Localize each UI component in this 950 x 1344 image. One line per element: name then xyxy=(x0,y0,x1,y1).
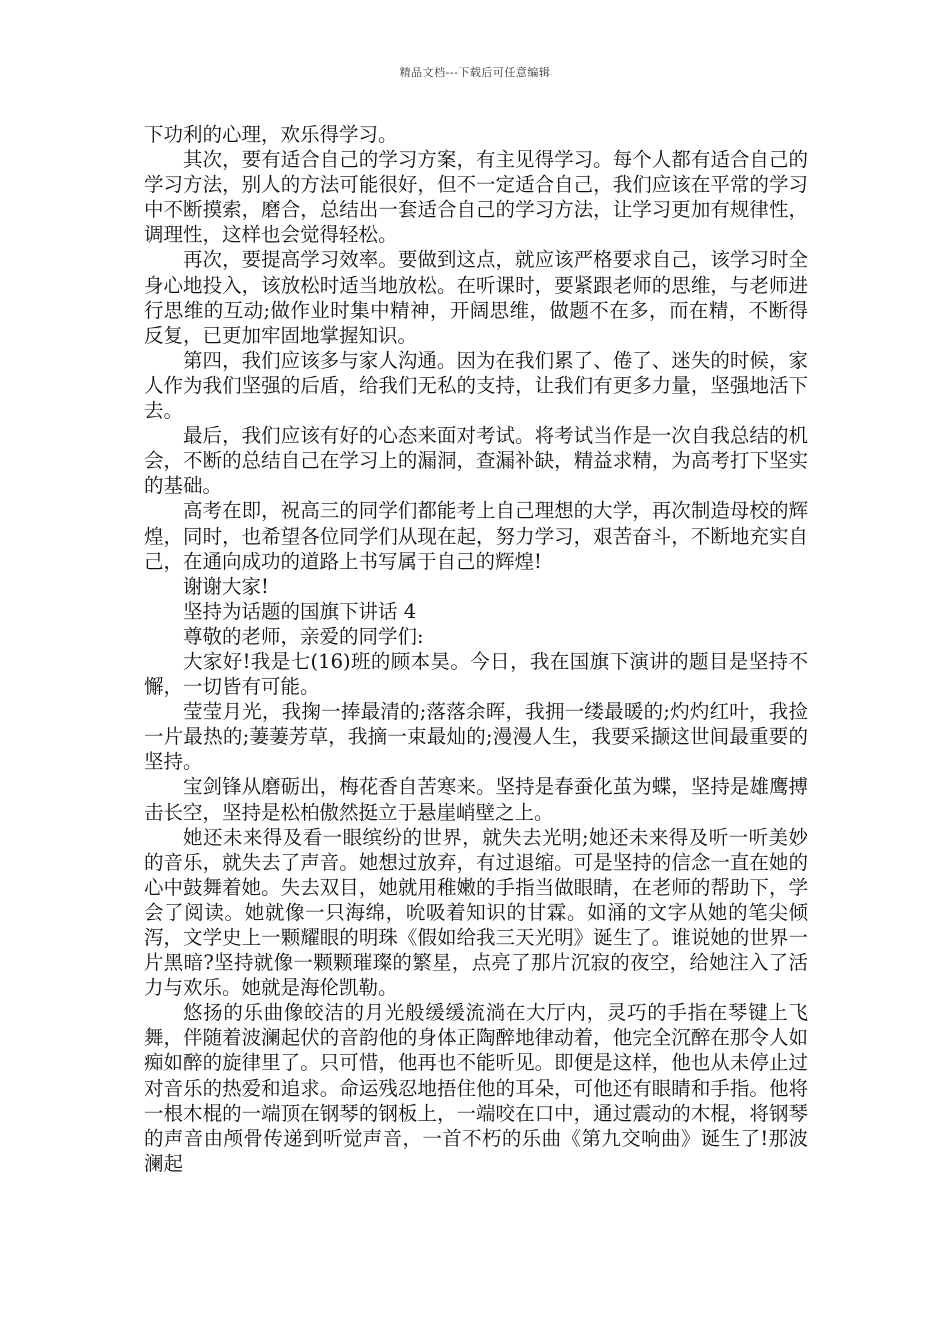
salutation: 尊敬的老师，亲爱的同学们: xyxy=(183,624,424,648)
closing-line: 谢谢大家! xyxy=(183,574,269,598)
paragraph: 莹莹月光，我掬一捧最清的;落落余晖，我拥一缕最暖的;灼灼红叶，我捡一片最热的;萋萋芳草，我摘一束最灿的;漫漫人生，我要采撷这世间最重要的坚持。 xyxy=(144,700,808,774)
paragraph: 悠扬的乐曲像皎洁的月光般缓缓流淌在大厅内，灵巧的手指在琴键上飞舞，伴随着波澜起伏的音韵他的身体正陶醉地律动着，他完全沉醉在那令人如痴如醉的旋律里了。只可惜，他再也不能听见。即便是这样，他也从未停止过对音乐的热爱和追求。命运残忍地捂住他的耳朵，可他还有眼睛和手指。他将一根木棍的一端顶在钢琴的钢板上，一端咬在口中，通过震动的木棍，将钢琴的声音由颅骨传递到听觉声音，一首不朽的乐曲《第九交响曲》诞生了!那波澜起 xyxy=(144,1001,808,1175)
section-title: 坚持为话题的国旗下讲话 4 xyxy=(183,599,417,623)
paragraph: 大家好!我是七(16)班的顾本昊。今日，我在国旗下演讲的题目是坚持不懈，一切皆有可能。 xyxy=(144,649,808,699)
paragraph: 再次，要提高学习效率。要做到这点，就应该严格要求自己，该学习时全身心地投入，该放松时适当地放松。在听课时，要紧跟老师的思维，与老师进行思维的互动;做作业时集中精神，开阔思维，做题不在多，而在精，不断得反复，已更加牢固地掌握知识。 xyxy=(144,248,808,347)
paragraph: 最后，我们应该有好的心态来面对考试。将考试当作是一次自我总结的机会，不断的总结自己在学习上的漏洞，查漏补缺，精益求精，为高考打下坚实的基础。 xyxy=(144,424,808,498)
paragraph: 宝剑锋从磨砺出，梅花香自苦寒来。坚持是春蚕化茧为蝶，坚持是雄鹰搏击长空，坚持是松柏傲然挺立于悬崖峭壁之上。 xyxy=(144,775,808,824)
paragraph: 下功利的心理，欢乐得学习。 xyxy=(144,123,398,146)
paragraph: 其次，要有适合自己的学习方案，有主见得学习。每个人都有适合自己的学习方法，别人的方法可能很好，但不一定适合自己，我们应该在平常的学习中不断摸索，磨合，总结出一套适合自己的学习方法，让学习更加有规律性，调理性，这样也会觉得轻松。 xyxy=(144,148,808,247)
page-header: 精品文档---下载后可任意编辑 xyxy=(399,66,551,79)
paragraph: 第四，我们应该多与家人沟通。因为在我们累了、倦了、迷失的时候，家人作为我们坚强的后盾，给我们无私的支持，让我们有更多力量，坚强地活下去。 xyxy=(144,348,808,423)
document-body xyxy=(144,122,808,1176)
paragraph: 她还未来得及看一眼缤纷的世界，就失去光明;她还未来得及听一听美妙的音乐，就失去了声音。她想过放弃，有过退缩。可是坚持的信念一直在她的心中鼓舞着她。失去双目，她就用稚嫩的手指当做眼睛，在老师的帮助下，学会了阅读。她就像一只海绵，吮吸着知识的甘霖。如涌的文字从她的笔尖倾泻，文学史上一颗耀眼的明珠《假如给我三天光明》诞生了。谁说她的世界一片黑暗?坚持就像一颗颗璀璨的繁星，点亮了那片沉寂的夜空，给她注入了活力与欢乐。她就是海伦凯勒。 xyxy=(144,825,808,1000)
paragraph: 高考在即，祝高三的同学们都能考上自己理想的大学，再次制造母校的辉煌，同时，也希望各位同学们从现在起，努力学习，艰苦奋斗，不断地充实自己，在通向成功的道路上书写属于自己的辉煌! xyxy=(144,499,808,573)
